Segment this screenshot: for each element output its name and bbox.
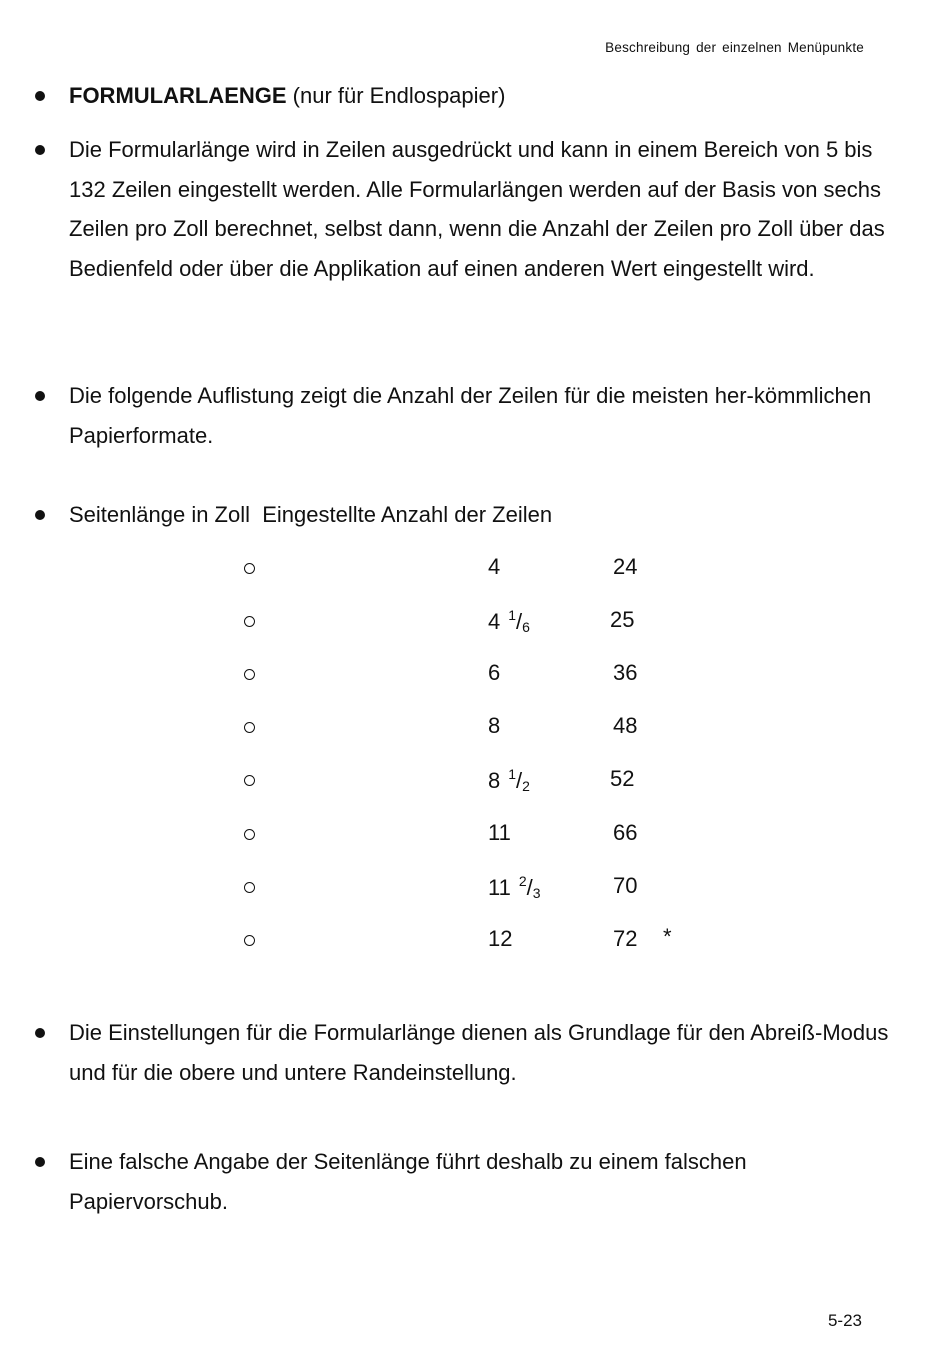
page-length-inch	[488, 713, 500, 739]
running-header: Beschreibung der einzelnen Menüpunkte	[605, 40, 864, 55]
section-title-item	[69, 76, 899, 116]
fraction-numerator: 1	[508, 766, 517, 783]
inch-whole: 8	[488, 768, 501, 794]
page-length-inch	[488, 820, 511, 846]
default-marker: *	[663, 923, 672, 949]
circle-bullet-icon	[244, 775, 255, 786]
table-row	[0, 713, 950, 743]
bullet-icon	[35, 145, 45, 155]
paragraph-item	[69, 130, 899, 288]
bullet-icon	[35, 391, 45, 401]
circle-bullet-icon	[244, 722, 255, 733]
table-heading: Seitenlänge in Zoll Eingestellte Anzahl der Zeilen	[69, 502, 553, 527]
line-count: 25	[610, 607, 635, 633]
page-length-inch	[488, 554, 500, 580]
table-row	[0, 660, 950, 690]
fraction-numerator: 1	[508, 607, 517, 624]
circle-bullet-icon	[244, 829, 255, 840]
bullet-icon	[35, 510, 45, 520]
line-count: 72	[613, 925, 638, 951]
table-heading-item	[69, 495, 899, 535]
inch-whole: 11	[488, 819, 511, 845]
line-count: 66	[613, 819, 638, 845]
fraction-denominator: 6	[522, 619, 530, 636]
page-length-inch	[488, 926, 512, 952]
inch-whole: 11	[488, 874, 511, 900]
inch-whole: 4	[488, 609, 501, 635]
paragraph-item	[69, 376, 899, 455]
fraction-slash: /	[516, 768, 523, 794]
circle-bullet-icon	[244, 563, 255, 574]
circle-bullet-icon	[244, 935, 255, 946]
fraction-denominator: 2	[522, 778, 530, 795]
circle-bullet-icon	[244, 616, 255, 627]
paragraph-list-intro: Die folgende Auflistung zeigt die Anzahl der Zeilen für die meisten her-kömmlichen Papierformate.	[69, 383, 872, 448]
table-row	[0, 607, 950, 637]
inch-whole: 6	[488, 660, 501, 686]
inch-whole: 4	[488, 554, 501, 579]
bullet-icon	[35, 91, 45, 101]
section-title	[69, 76, 899, 116]
line-count: 52	[610, 766, 635, 792]
circle-bullet-icon	[244, 882, 255, 893]
paragraph-wrong-length: Eine falsche Angabe der Seitenlänge führt deshalb zu einem falschen Papiervorschub.	[69, 1149, 747, 1214]
fraction-denominator: 3	[532, 884, 541, 901]
paragraph-item	[69, 1142, 899, 1221]
circle-bullet-icon	[244, 669, 255, 680]
line-count: 70	[613, 872, 638, 898]
table-row	[0, 554, 950, 584]
page-length-inch	[488, 873, 541, 901]
page-number: 5-23	[827, 1311, 862, 1330]
paragraph-item	[69, 1013, 899, 1092]
inch-whole: 12	[488, 925, 513, 951]
table-row	[0, 923, 950, 956]
fraction-slash: /	[516, 609, 523, 635]
paragraph-settings-basis: Die Einstellungen für die Formularlänge dienen als Grundlage für den Abreiß-Modus und für die obere und untere Randeinstellung.	[69, 1020, 889, 1085]
section-title-bold: FORMULARLAENGE	[69, 83, 287, 108]
inch-whole: 8	[488, 713, 501, 739]
table-row	[0, 766, 950, 796]
page-length-inch	[488, 607, 530, 635]
fraction-numerator: 2	[518, 872, 527, 889]
line-count: 24	[613, 554, 638, 579]
table-row	[0, 873, 950, 903]
table-row	[0, 820, 950, 850]
line-count: 48	[613, 713, 638, 739]
line-count: 36	[613, 660, 638, 686]
page-length-inch	[488, 660, 500, 686]
section-title-rest: (nur für Endlospapier)	[286, 83, 506, 108]
paragraph-form-length: Die Formularlänge wird in Zeilen ausgedrückt und kann in einem Bereich von 5 bis 132 Zeilen eingestellt werden. Alle Formularlängen werden auf der Basis von sechs Zeilen pro Zoll berechnet, selbst dann, wenn die Anzahl der Zeilen pro Zoll über das Bedienfeld oder über die Applikation auf einen anderen Wert eingestellt wird.	[69, 137, 885, 281]
bullet-icon	[35, 1157, 45, 1167]
fraction-slash: /	[526, 874, 533, 900]
bullet-icon	[35, 1028, 45, 1038]
page-length-inch	[488, 766, 530, 794]
